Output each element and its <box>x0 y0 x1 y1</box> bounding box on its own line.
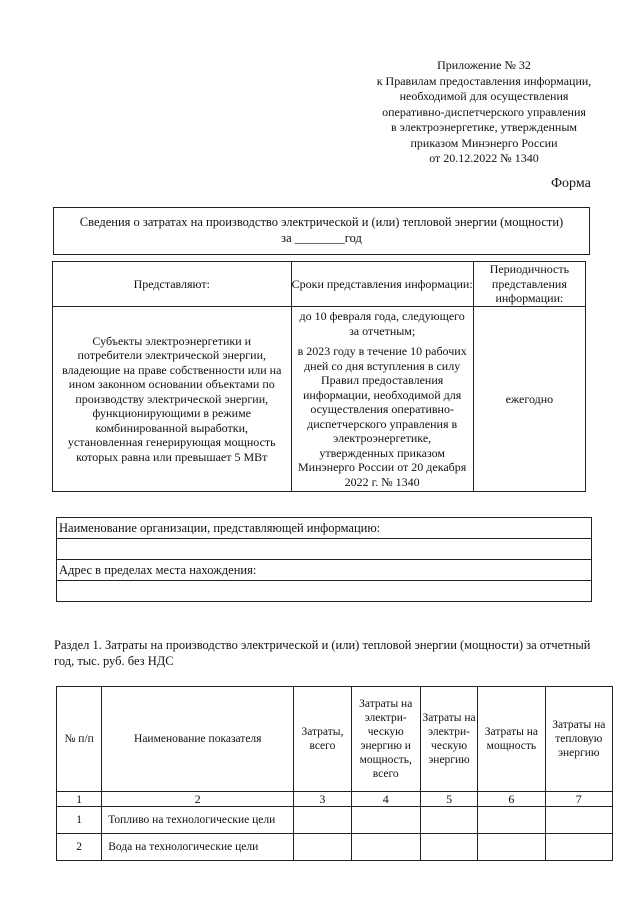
header-total-costs: Затраты, всего <box>294 687 351 792</box>
organization-table <box>56 517 592 602</box>
org-name-field[interactable] <box>57 539 592 560</box>
header-submitters: Представляют: <box>53 262 292 307</box>
submitters-cell: Субъекты электроэнергетики и потребители электрической энергии, владеющие на праве собственности или на ином законном основании объектами по производству электрической энергии, функционирующими в режиме комбинированной выработки, установленная генерирующая мощность которых равна или превышает 5 МВт <box>53 307 292 492</box>
value-cell[interactable] <box>351 807 420 834</box>
header-electric-costs: Затраты на электри-ческую энергию <box>420 687 477 792</box>
deadlines-cell <box>291 307 473 492</box>
header-indicator-name: Наименование показателя <box>102 687 294 792</box>
value-cell[interactable] <box>294 807 351 834</box>
appendix-line: к Правилам предоставления информации, <box>376 73 592 88</box>
form-title-box <box>53 207 590 255</box>
col-number: 1 <box>57 792 102 807</box>
cost-table <box>56 686 613 861</box>
header-capacity-costs: Затраты на мощность <box>478 687 545 792</box>
header-deadlines: Сроки представления информации: <box>291 262 473 307</box>
deadline-regular: до 10 февраля года, следующего за отчетным; <box>299 309 465 338</box>
value-cell[interactable] <box>478 807 545 834</box>
submission-table <box>52 261 586 492</box>
appendix-line: необходимой для осуществления <box>399 89 569 103</box>
appendix-line: Приложение № 32 <box>437 58 531 72</box>
section1-title: Раздел 1. Затраты на производство электрической и (или) тепловой энергии (мощности) за отчетный год, тыс. руб. без НДС <box>54 638 591 668</box>
form-title: Сведения о затратах на производство электрической и (или) тепловой энергии (мощности) <box>79 215 564 229</box>
table-row <box>57 834 613 861</box>
col-number: 4 <box>351 792 420 807</box>
row-name: Вода на технологические цели <box>102 834 294 861</box>
address-label: Адрес в пределах места нахождения: <box>57 560 592 581</box>
value-cell[interactable] <box>294 834 351 861</box>
header-periodicity: Периодичность представления информации: <box>473 262 585 307</box>
address-field[interactable] <box>57 581 592 602</box>
value-cell[interactable] <box>545 807 612 834</box>
value-cell[interactable] <box>420 834 477 861</box>
value-cell[interactable] <box>545 834 612 861</box>
appendix-line: в электроэнергетике, утвержденным <box>390 120 578 134</box>
col-number: 2 <box>102 792 294 807</box>
periodicity-cell: ежегодно <box>473 307 585 492</box>
appendix-line: приказом Минэнерго России <box>410 135 558 150</box>
header-heat-costs: Затраты на тепловую энергию <box>545 687 612 792</box>
form-title-period: за ________год <box>281 231 362 245</box>
row-name: Топливо на технологические цели <box>102 807 294 834</box>
col-number: 3 <box>294 792 351 807</box>
header-electric-and-capacity-costs: Затраты на электри-ческую энергию и мощность, всего <box>351 687 420 792</box>
form-label: Форма <box>551 176 591 191</box>
appendix-line: от 20.12.2022 № 1340 <box>429 151 539 165</box>
col-number: 5 <box>420 792 477 807</box>
value-cell[interactable] <box>420 807 477 834</box>
value-cell[interactable] <box>478 834 545 861</box>
deadline-2023: в 2023 году в течение 10 рабочих дней со дня вступления в силу Правил предоставления информации, необходимой для осуществления оперативно-диспетчерского управления в электроэнергетике, утвержденных приказом Минэнерго России от 20 декабря 2022 г. № 1340 <box>297 344 467 489</box>
org-name-label: Наименование организации, представляющей информацию: <box>57 518 592 539</box>
value-cell[interactable] <box>351 834 420 861</box>
appendix-header <box>350 58 618 167</box>
col-number: 7 <box>545 792 612 807</box>
row-number: 1 <box>57 807 102 834</box>
table-row <box>57 807 613 834</box>
appendix-line: оперативно-диспетчерского управления <box>382 104 586 119</box>
row-number: 2 <box>57 834 102 861</box>
col-number: 6 <box>478 792 545 807</box>
header-number: № п/п <box>57 687 102 792</box>
